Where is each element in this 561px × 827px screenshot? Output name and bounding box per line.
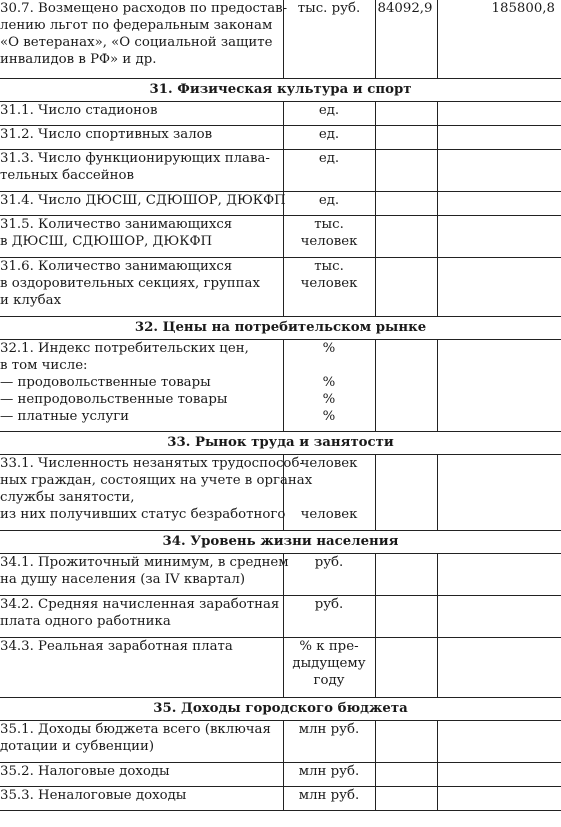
indicator-name-line: 31.4. Число ДЮСШ, СДЮШОР, ДЮКФП	[0, 192, 286, 208]
indicator-name-line: 31.3. Число функционирующих плава-	[0, 150, 270, 166]
indicator-name-line: из них получивших статус безработного	[0, 506, 286, 522]
indicator-name-cell	[0, 595, 283, 637]
indicator-name-line: лению льгот по федеральным законам	[0, 18, 273, 33]
value-cell-1	[375, 454, 437, 530]
value-cell-1	[375, 720, 437, 762]
unit-line: млн руб.	[298, 763, 360, 779]
indicator-name-line: в том числе:	[0, 357, 88, 373]
unit-line: %	[322, 391, 336, 407]
indicator-name-line: на душу населения (за IV квартал)	[0, 571, 246, 587]
table-row	[0, 191, 561, 215]
unit-line: году	[313, 672, 345, 688]
value-cell-2	[437, 762, 561, 786]
value-cell-2	[437, 215, 561, 257]
unit-cell	[283, 101, 375, 125]
unit-line: человек	[300, 233, 358, 249]
value-cell-2	[437, 125, 561, 149]
unit-line: человек	[300, 506, 358, 522]
indicator-name-cell	[0, 786, 283, 810]
indicator-name-line: плата одного работника	[0, 613, 171, 629]
section-title: 32. Цены на потребительском рынке	[0, 316, 561, 339]
value-cell-2	[437, 553, 561, 595]
indicator-name-line: 34.1. Прожиточный минимум, в среднем	[0, 554, 289, 570]
table-row	[0, 720, 561, 762]
value-cell-2	[437, 720, 561, 762]
indicator-name-line: «О ветеранах», «О социальной защите	[0, 35, 273, 50]
section-header-row	[0, 530, 561, 553]
unit-line: ед.	[318, 150, 340, 166]
unit-line: %	[322, 374, 336, 390]
section-header-row	[0, 431, 561, 454]
indicator-name-line: 33.1. Численность незанятых трудоспособ-	[0, 455, 304, 471]
value-cell-2	[437, 257, 561, 316]
value-cell-1	[375, 553, 437, 595]
section-header-row	[0, 697, 561, 720]
section-header-row	[0, 78, 561, 101]
unit-line: %	[322, 408, 336, 424]
unit-line: руб.	[314, 554, 344, 570]
indicator-name-line: 31.2. Число спортивных залов	[0, 126, 213, 142]
indicator-name-cell	[0, 339, 283, 431]
indicator-name-line: 35.3. Неналоговые доходы	[0, 787, 187, 803]
unit-line: млн руб.	[298, 721, 360, 737]
indicator-name-line: в оздоровительных секциях, группах	[0, 275, 260, 291]
unit-line	[286, 489, 373, 506]
value-cell-1	[375, 637, 437, 697]
indicator-name-cell	[0, 257, 283, 316]
table-row	[0, 339, 561, 431]
value-cell-1	[375, 149, 437, 191]
indicator-name-cell	[0, 637, 283, 697]
indicator-name-line: службы занятости,	[0, 489, 135, 505]
unit-cell	[283, 0, 375, 78]
unit-cell	[283, 720, 375, 762]
value-cell-1	[375, 257, 437, 316]
table-row	[0, 215, 561, 257]
indicator-name-cell	[0, 720, 283, 762]
indicator-name-cell	[0, 149, 283, 191]
unit-line: % к пре-	[299, 638, 359, 654]
table-row	[0, 595, 561, 637]
indicator-name-line: — непродовольственные товары	[0, 391, 228, 407]
indicator-name-cell	[0, 215, 283, 257]
indicator-name-line: в ДЮСШ, СДЮШОР, ДЮКФП	[0, 233, 213, 249]
indicator-name-cell	[0, 762, 283, 786]
unit-line: дыдущему	[292, 655, 366, 671]
indicator-name-line: 35.2. Налоговые доходы	[0, 763, 170, 779]
table-row	[0, 762, 561, 786]
indicator-name-cell	[0, 191, 286, 215]
section-title: 35. Доходы городского бюджета	[0, 697, 561, 720]
unit-line: ед.	[318, 126, 340, 142]
table-row	[0, 149, 561, 191]
table-row	[0, 125, 561, 149]
unit-line: млн руб.	[298, 787, 360, 803]
unit-cell	[283, 149, 375, 191]
indicator-name-cell	[0, 0, 288, 78]
value-cell-1	[375, 786, 437, 810]
unit-cell	[283, 215, 375, 257]
unit-cell	[283, 786, 375, 810]
table-row	[0, 637, 561, 697]
indicator-name-line: ных граждан, состоящих на учете в органах	[0, 472, 313, 488]
indicator-name-line: 30.7. Возмещено расходов по предостав-	[0, 1, 288, 16]
unit-line: тыс.	[314, 258, 344, 274]
unit-line: тыс. руб.	[297, 1, 361, 16]
value-cell-1: 84092,9	[375, 0, 437, 78]
value-cell-1	[375, 595, 437, 637]
unit-line	[286, 357, 373, 374]
unit-cell	[283, 125, 375, 149]
unit-line: %	[322, 340, 336, 356]
table-row	[0, 786, 561, 810]
section-title: 31. Физическая культура и спорт	[0, 78, 561, 101]
value-cell-2	[437, 454, 561, 530]
unit-cell	[283, 553, 375, 595]
value-cell-2	[437, 637, 561, 697]
indicator-name-line: 34.3. Реальная заработная плата	[0, 638, 233, 654]
indicator-name-line: 31.6. Количество занимающихся	[0, 258, 233, 274]
value-cell-1	[375, 215, 437, 257]
value-cell-1	[375, 101, 437, 125]
unit-line: тыс.	[314, 216, 344, 232]
value-cell-1	[375, 125, 437, 149]
indicator-name-line: тельных бассейнов	[0, 167, 134, 183]
value-cell-2: 185800,8	[437, 0, 561, 78]
table-row	[0, 257, 561, 316]
indicator-name-cell	[0, 125, 283, 149]
indicator-name-line: 31.1. Число стадионов	[0, 102, 158, 118]
indicator-name-cell	[0, 101, 283, 125]
value-cell-2	[437, 339, 561, 431]
indicator-name-cell	[0, 553, 289, 595]
table-row	[0, 101, 561, 125]
section-title: 34. Уровень жизни населения	[0, 530, 561, 553]
unit-cell	[283, 191, 375, 215]
table-row	[0, 454, 561, 530]
value-cell-2	[437, 101, 561, 125]
unit-cell	[283, 339, 375, 431]
unit-line: руб.	[314, 596, 344, 612]
unit-cell	[283, 595, 375, 637]
unit-line: человек	[300, 455, 358, 471]
unit-cell	[283, 257, 375, 316]
indicator-name-line: 34.2. Средняя начисленная заработная	[0, 596, 280, 612]
section-title: 33. Рынок труда и занятости	[0, 431, 561, 454]
indicator-name-line: — платные услуги	[0, 408, 130, 424]
unit-cell	[283, 762, 375, 786]
value-cell-1	[375, 762, 437, 786]
unit-line: человек	[300, 275, 358, 291]
indicator-name-line: — продовольственные товары	[0, 374, 211, 390]
indicator-name-line: инвалидов в РФ» и др.	[0, 52, 157, 67]
indicator-name-line: 35.1. Доходы бюджета всего (включая	[0, 721, 271, 737]
indicator-name-cell	[0, 454, 313, 530]
indicator-name-line: 32.1. Индекс потребительских цен,	[0, 340, 249, 356]
value-cell-1	[375, 339, 437, 431]
unit-cell	[283, 637, 375, 697]
indicator-name-line: дотации и субвенции)	[0, 738, 155, 754]
unit-line: ед.	[318, 192, 340, 208]
indicator-name-line: 31.5. Количество занимающихся	[0, 216, 233, 232]
indicator-name-line: и клубах	[0, 292, 62, 308]
table-row	[0, 0, 561, 78]
value-cell-2	[437, 786, 561, 810]
unit-line: ед.	[318, 102, 340, 118]
value-cell-2	[437, 191, 561, 215]
value-cell-2	[437, 595, 561, 637]
table-row	[0, 553, 561, 595]
value-cell-1	[375, 191, 437, 215]
value-cell-2	[437, 149, 561, 191]
section-header-row	[0, 316, 561, 339]
